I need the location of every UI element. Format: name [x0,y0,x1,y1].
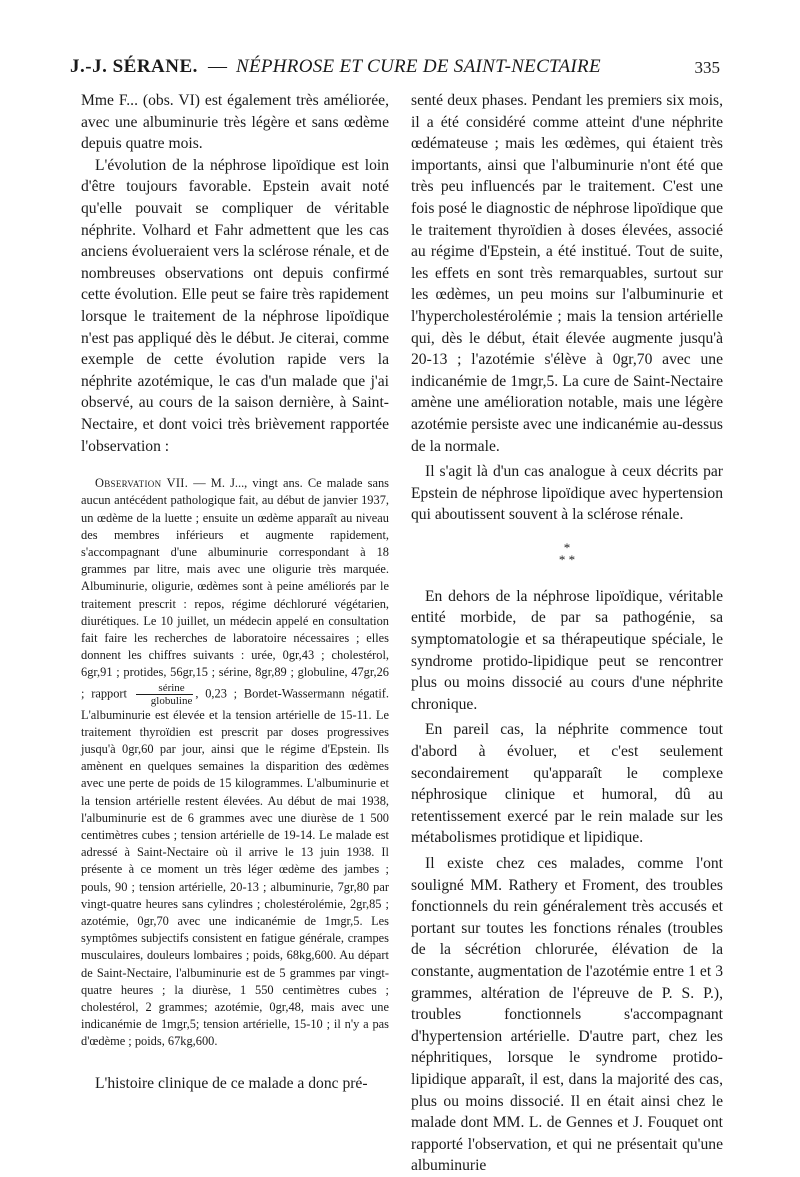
paragraph-evolution: L'évolution de la néphrose lipoïdique est loin d'être toujours favorable. Epstein avait noté qu'elle pouvait se compliquer de véritable néphrite. Volhard et Fahr admettent que les cas anciens évolueraient vers la sclérose rénale, et de nombreuses observations ont depuis confirmé cette évolution. Elle peut se faire très rapidement lorsque le traitement de la néphrose lipoïdique n'est pas appliqué dès le début. Je citerai, comme exemple de cette évolution rapide vers la néphrite azotémique, le cas d'un malade que j'ai observé, au cours de la saison dernière, à Saint-Nectaire, et dont voici très brièvement rapportée l'observation : [81,156,389,455]
fraction-denominator: globuline [150,694,193,707]
header-title: NÉPHROSE ET CURE DE SAINT-NECTAIRE [236,56,601,77]
fraction-numerator: sérine [136,682,194,695]
paragraph-analogous-case: Il s'agit là d'un cas analogue à ceux décrits par Epstein de néphrose lipoïdique avec hypertension qui aboutissent souvent à la sclérose rénale. [411,463,723,524]
paragraph-such-case: En pareil cas, la néphrite commence tout d'abord à évoluer, et c'est seulement secondairement qu'apparaît le complexe néphrosique clinique et humoral, dû au retentissement exercé par le rein malade sur les métabolismes protidique et lipidique. [411,721,723,847]
right-column [411,90,723,1177]
header-dash: — [208,56,227,77]
left-column [81,90,389,1094]
separator-stars-bottom: * * [558,551,576,567]
observation-heading: Observation VII. [95,476,189,491]
page-number: 335 [694,58,720,77]
paragraph-two-phases: senté deux phases. Pendant les premiers six mois, il a été considéré comme atteint d'une néphrite œdémateuse ; mais les œdèmes, qui étaient très importants, ainsi que l'albuminurie n'ont été que très peu influencés par le traitement. C'est une fois posé le diagnostic de néphrose lipoïdique que le traitement thyroïdien à doses élevées, associé au régime d'Epstein, a été institué. Tout de suite, les effets en sont très remarquables, surtout sur les œdèmes, un peu moins sur l'albuminurie et l'hypercholestérolémie ; mais la tension artérielle qui, dès le début, était élevée augmente jusqu'à 20-13 ; l'azotémie s'élève à 0gr,70 avec une indicanémie de 1mgr,5. La cure de Saint-Nectaire amène une amélioration notable, mais une légère azotémie persiste avec une indicanémie au-dessus de la normale. [411,92,723,455]
observation-text-a: — M. J..., vingt ans. Ce malade sans aucun antécédent pathologique fait, au début de janvier 1937, un œdème de la luette ; ensuite un œdème apparaît au niveau des membres inférieurs et augmente rapidement, s'accompagnant d'une albuminurie correspondant à 18 grammes par litre, mais avec une oligurie très marquée. Albuminurie, oligurie, œdèmes sont à peine améliorés par le traitement prescrit : repos, régime déchloruré végétarien, diurétiques. Le 10 juillet, un médecin appelé en consultation fait faire les recherches de laboratoire nécessaires ; elles donnent les chiffres suivants : urée, 0gr,43 ; cholestérol, 6gr,91 ; protides, 56gr,15 ; sérine, 8gr,89 ; globuline, 47gr,26 ; rapport [81,476,390,700]
ratio-fraction [136,682,194,707]
observation-vii [81,475,389,1051]
running-header [70,56,720,86]
paragraph-outside-nephrosis: En dehors de la néphrose lipoïdique, véritable entité morbide, de par sa pathogénie, sa symptomatologie et sa thérapeutique spéciale, le syndrome protido-lipidique peut se rencontrer plus ou moins dissocié au cours d'une néphrite chronique. [411,587,723,713]
paragraph-disorders: Il existe chez ces malades, comme l'ont souligné MM. Rathery et Froment, des troubles fonctionnels du rein généralement très accusés et portant sur toutes les fonctions rénales (troubles de la sécrétion chlorurée, élévation de la constante, augmentation de l'azotémie entre 1 et 3 grammes, altération de l'épreuve de P. S. P.), troubles fonctionnels s'accompagnant d'hypertension artérielle. D'autre part, chez les néphritiques, lorsque le syndrome protido-lipidique apparaît, il est, dans la majorité des cas, plus ou moins dissocié. Il en était ainsi chez le malade dont MM. L. de Gennes et J. Fouquet ont rapporté l'observation, et qui ne présentait qu'une albuminurie [411,855,723,1175]
header-author: J.-J. SÉRANE. [70,56,198,77]
observation-text-b: , 0,23 ; Bordet-Wassermann négatif. L'albuminurie est élevée et la tension artérielle de 15-11. Le traitement thyroïdien est prescrit par doses progressives jusqu'à 0gr,60 par jour, ainsi que le régime d'Epstein. Ils amènent en quelques semaines la disparition des œdèmes avec une perte de poids de 15 kilogrammes. L'albuminurie et la tension artérielle restent élevées. Au début de mai 1938, l'albuminurie est de 6 grammes avec une diurèse de 1 500 centimètres cubes ; tension artérielle de 19-14. Le malade est adressé à Saint-Nectaire où il arrive le 13 juin 1938. Il présente à ce moment un très léger œdème des jambes ; pouls, 90 ; tension artérielle, 20-13 ; albuminurie, 7gr,80 par vingt-quatre heures sans cylindres ; cholestérolémie, 2gr,85 ; azotémie, 0gr,70 avec une indicanémie de 1mgr,5. Les symptômes subjectifs consistent en fatigue générale, crampes musculaires, douleurs lombaires ; poids, 68kg,600. Au départ de Saint-Nectaire, l'albuminurie est de 5 grammes par vingt-quatre heures ; la diurèse, 1 550 centimètres cubes ; cholestérol, 2 grammes; azotémie, 0gr,48, mais avec une indicanémie de 1mgr,5; tension artérielle, 15-10 ; il n'y a pas d'œdème ; poids, 67kg,600. [81,685,389,1049]
separator-star-top: * [563,539,571,555]
paragraph-mme-f: Mme F... (obs. VI) est également très améliorée, avec une albuminurie très légère et sans œdème depuis quatre mois. [81,92,389,153]
section-separator [411,539,723,567]
paragraph-clinical-history: L'histoire clinique de ce malade a donc pré- [95,1074,368,1092]
